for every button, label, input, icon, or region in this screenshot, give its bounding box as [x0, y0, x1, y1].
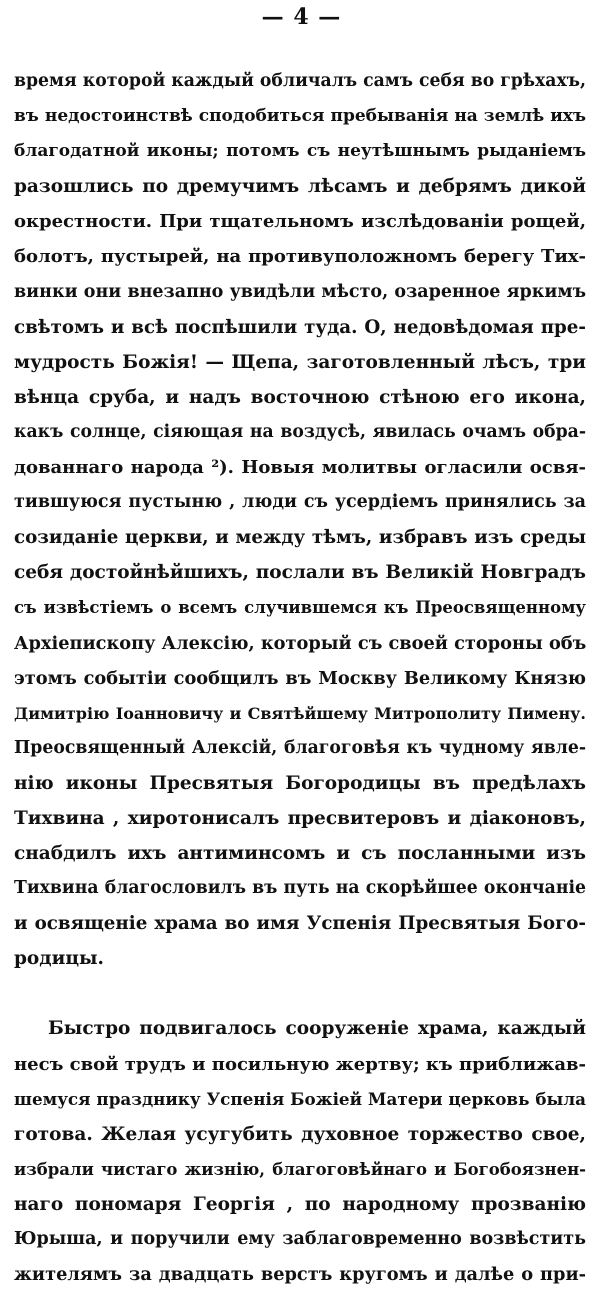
- text-line: Архіепископу Алексію, который съ своей стороны объ: [14, 632, 586, 654]
- text-line: мудрость Божія! — Щепа, заготовленный лѣсъ, три: [14, 351, 586, 373]
- text-line: шемуся празднику Успенія Божіей Матери церковь была: [14, 1088, 586, 1109]
- text-line: жителямъ за двадцать верстъ кругомъ и далѣе о при-: [14, 1264, 586, 1286]
- text-line: винки они внезапно увидѣли мѣсто, озаренное яркимъ: [14, 281, 586, 302]
- text-line: дованнаго народа ²). Новыя молитвы огласили освя-: [14, 457, 586, 479]
- text-line: въ недостоинствѣ сподобиться пребыванія на землѣ ихъ: [14, 106, 586, 127]
- text-line: Юрыша, и поручили ему заблаговременно возвѣстить: [14, 1229, 586, 1249]
- text-line: снабдилъ ихъ антиминсомъ и съ посланными изъ: [14, 843, 586, 865]
- text-line: тившуюся пустыню , люди съ усердіемъ принялись за: [14, 492, 586, 513]
- text-line: нію иконы Пресвятыя Богородицы въ предѣлахъ: [14, 772, 586, 794]
- text-line: созиданіе церкви, и между тѣмъ, избравъ изъ среды: [14, 527, 586, 549]
- text-line: несъ свой трудъ и посильную жертву; къ приближав-: [14, 1053, 586, 1075]
- text-line: съ извѣстіемъ о всемъ случившемся къ Преосвященному: [14, 598, 586, 618]
- text-line: время которой каждый обличалъ самъ себя во грѣхахъ,: [14, 71, 586, 91]
- text-line: болотъ, пустырей, на противуположномъ берегу Тих-: [14, 246, 586, 268]
- text-line: родицы.: [14, 948, 104, 970]
- text-line: себя достойнѣйшихъ, послали въ Великій Новградъ: [14, 562, 586, 584]
- text-line: свѣтомъ и всѣ поспѣшили туда. О, недовѣдомая пре-: [14, 316, 586, 338]
- text-line: благодатной иконы; потомъ съ неутѣшнымъ рыданіемъ: [14, 141, 586, 162]
- page-number: — 4 —: [261, 4, 342, 30]
- text-line: Тихвина благословилъ въ путь на скорѣйшее окончаніе: [14, 878, 586, 899]
- text-line: разошлись по дремучимъ лѣсамъ и дебрямъ дикой: [14, 176, 586, 198]
- text-line: окрестности. При тщательномъ изслѣдованіи рощей,: [14, 211, 586, 233]
- text-line: Тихвина , хиротонисалъ пресвитеровъ и діаконовъ,: [14, 807, 586, 829]
- text-line: Димитрію Іоанновичу и Святѣйшему Митрополиту Пимену.: [14, 703, 586, 723]
- text-line: какъ солнце, сіяющая на воздусѣ, явилась очамъ обра-: [14, 421, 586, 442]
- text-line: Преосвященный Алексій, благоговѣя къ чудному явле-: [14, 737, 586, 758]
- text-line: этомъ событіи сообщилъ въ Москву Великому Князю: [14, 667, 586, 689]
- text-line: готова. Желая усугубить духовное торжество свое,: [14, 1123, 586, 1145]
- text-line: Быстро подвигалось сооруженіе храма, каждый: [48, 1018, 586, 1040]
- text-line: избрали чистаго жизнію, благоговѣйнаго и Богобоязнен-: [14, 1159, 586, 1179]
- text-line: вѣнца сруба, и надъ восточною стѣною его икона,: [14, 386, 586, 408]
- text-line: и освященіе храма во имя Успенія Пресвятыя Бого-: [14, 913, 586, 935]
- body-text: [14, 64, 586, 1292]
- text-line: наго пономаря Георгія , по народному прозванію: [14, 1193, 586, 1215]
- paragraph-break: [14, 976, 586, 1011]
